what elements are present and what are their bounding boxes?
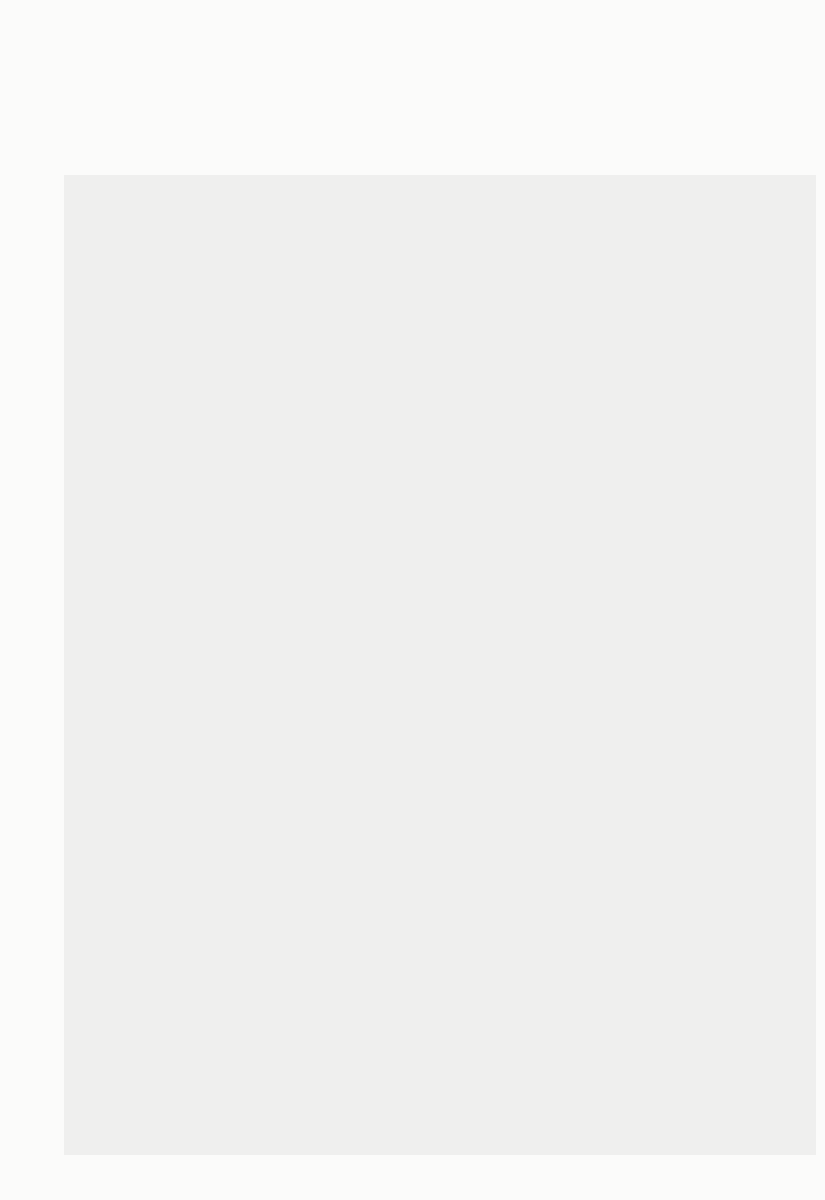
table-of-contents [64,175,816,1155]
